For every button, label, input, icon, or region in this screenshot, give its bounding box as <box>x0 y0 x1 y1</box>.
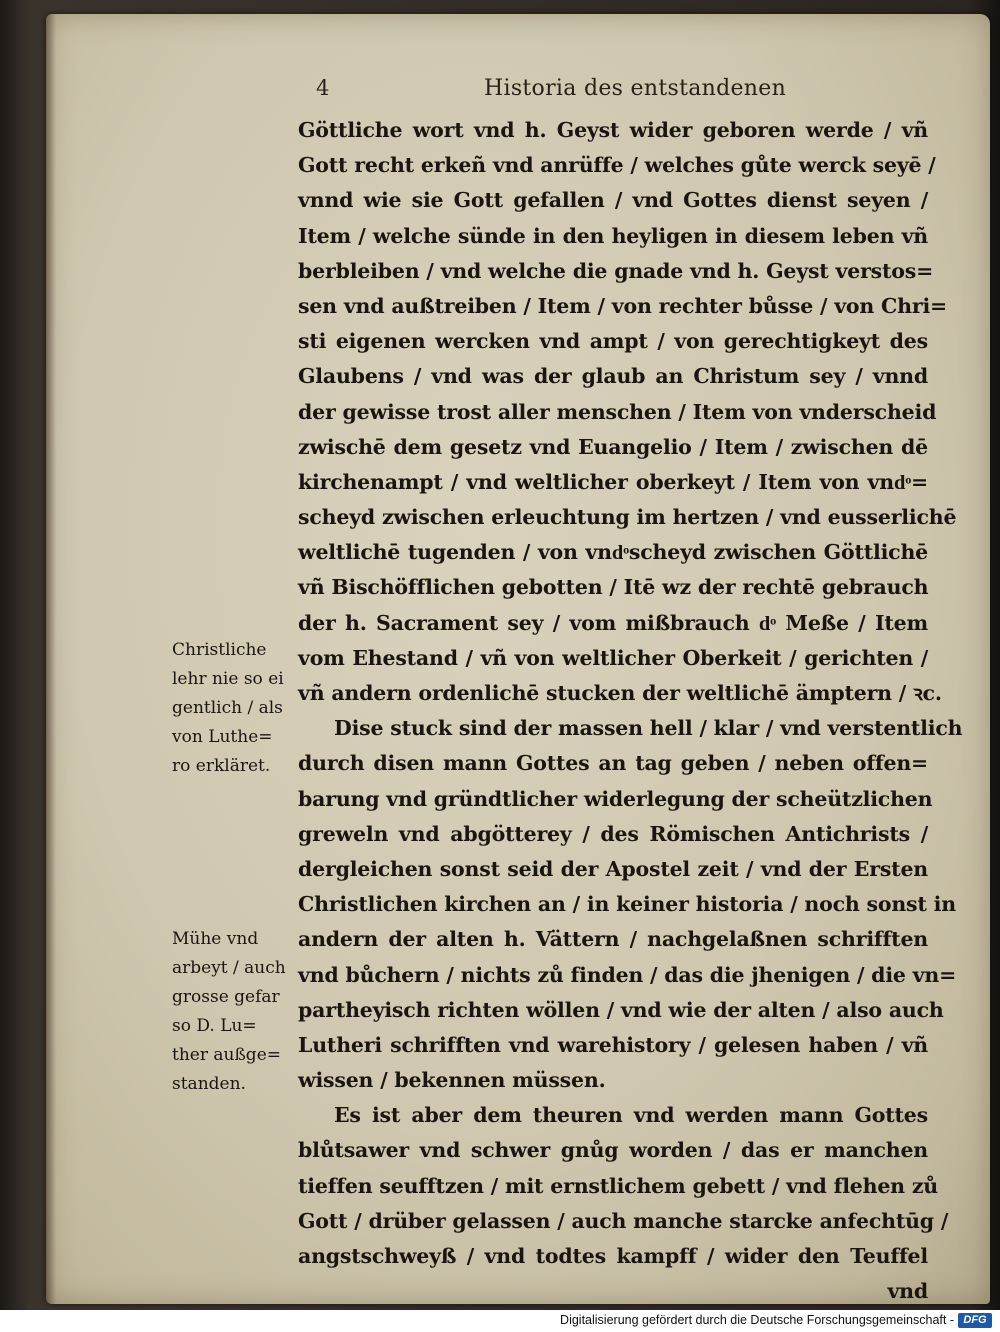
text-line: kirchenampt / vnd weltlicher oberkeyt / Item von vndͦ= <box>298 469 928 494</box>
marginal-note-line: so D. Lu= <box>172 1016 257 1036</box>
text-line: Gott / drüber gelassen / auch manche starcke anfechtūg / <box>298 1208 949 1233</box>
marginal-note-line: arbeyt / auch <box>172 958 286 978</box>
text-line: der gewisse trost aller menschen / Item von vnderscheid <box>298 399 937 424</box>
text-line: Es ist aber dem theuren vnd werden mann Gottes <box>334 1103 928 1128</box>
text-line: barung vnd gründtlicher widerlegung der scheützlichen <box>298 786 933 811</box>
marginal-note-line: von Luthe= <box>172 727 273 747</box>
text-line: sen vnd außtreiben / Item / von rechter bůsse / von Chri= <box>298 293 948 318</box>
text-line: andern der alten h. Vättern / nachgelaßnen schrifften <box>298 927 928 952</box>
marginal-note-line: Christliche <box>172 640 267 660</box>
marginal-note-line: ther außge= <box>172 1045 281 1065</box>
text-line: vñ Bischöfflichen gebotten / Itē wz der rechtē gebrauch <box>298 575 929 600</box>
page-number: 4 <box>316 76 330 100</box>
text-line: zwischē dem gesetz vnd Euangelio / Item / zwischen dē <box>298 434 928 459</box>
text-line: angstschweyß / vnd todtes kampff / wider den Teuffel <box>298 1244 928 1268</box>
marginal-note-line: standen. <box>172 1074 246 1094</box>
text-line: dergleichen sonst seid der Apostel zeit / vnd der Ersten <box>298 856 928 881</box>
text-line: Item / welche sünde in den heyligen in diesem leben vñ <box>298 223 928 248</box>
text-line: vnnd wie sie Gott gefallen / vnd Gottes dienst seyen / <box>298 188 928 213</box>
marginal-note <box>172 925 300 1099</box>
dfg-logo: DFG <box>958 1313 992 1328</box>
marginal-note-line: gentlich / als <box>172 698 283 718</box>
text-line: blůtsawer vnd schwer gnůg worden / das er manchen <box>298 1138 928 1163</box>
text-line: tieffen seufftzen / mit ernstlichem gebett / vnd flehen zů <box>298 1173 938 1198</box>
main-text-block <box>298 113 963 1309</box>
funding-credit: Digitalisierung gefördert durch die Deutsche Forschungsgemeinschaft - <box>560 1313 954 1327</box>
text-line: wissen / bekennen müssen. <box>298 1068 606 1093</box>
running-title: Historia des entstandenen <box>484 76 787 101</box>
text-line: greweln vnd abgötterey / des Römischen Antichrists / <box>298 821 928 846</box>
text-line: Glaubens / vnd was der glaub an Christum sey / vnnd <box>298 364 928 389</box>
text-line: Christlichen kirchen an / in keiner historia / noch sonst in <box>298 892 956 917</box>
marginal-note <box>172 636 300 781</box>
marginal-note-line: lehr nie so ei <box>172 669 284 689</box>
page-header <box>316 76 916 106</box>
text-line: berbleiben / vnd welche die gnade vnd h. Geyst verstos= <box>298 258 934 283</box>
text-line: vom Ehestand / vñ von weltlicher Oberkeit / gerichten / <box>298 645 928 670</box>
page-gutter-shadow <box>46 14 56 1304</box>
text-line: Göttliche wort vnd h. Geyst wider geboren werde / vñ <box>298 118 928 142</box>
text-line: weltlichē tugenden / von vndͦscheyd zwischen Göttlichē <box>298 540 928 565</box>
catchword: vnd <box>887 1279 928 1304</box>
marginal-note-line: ro erkläret. <box>172 756 271 776</box>
text-line: der h. Sacrament sey / vom mißbrauch dͦ Meße / Item <box>298 610 928 635</box>
text-line: vnd bůchern / nichts zů finden / das die jhenigen / die vn= <box>298 962 957 987</box>
text-line: vñ andern ordenlichē stucken der weltlichē ämptern / ꝛc. <box>298 681 942 705</box>
text-line: partheyisch richten wöllen / vnd wie der alten / also auch <box>298 997 944 1022</box>
text-line: durch disen mann Gottes an tag geben / neben offen= <box>298 751 928 776</box>
text-line: Lutheri schrifften vnd warehistory / gelesen haben / vñ <box>298 1032 928 1057</box>
marginal-note-line: Mühe vnd <box>172 929 259 949</box>
marginal-note-line: grosse gefar <box>172 987 280 1007</box>
text-line: Dise stuck sind der massen hell / klar / vnd verstentlich <box>334 716 963 741</box>
text-line: sti eigenen wercken vnd ampt / von gerechtigkeyt des <box>298 329 928 354</box>
text-line: scheyd zwischen erleuchtung im hertzen / vnd eusserlichē <box>298 505 957 530</box>
text-line: Gott recht erkeñ vnd anrüffe / welches gůte werck seyē / <box>298 153 936 178</box>
